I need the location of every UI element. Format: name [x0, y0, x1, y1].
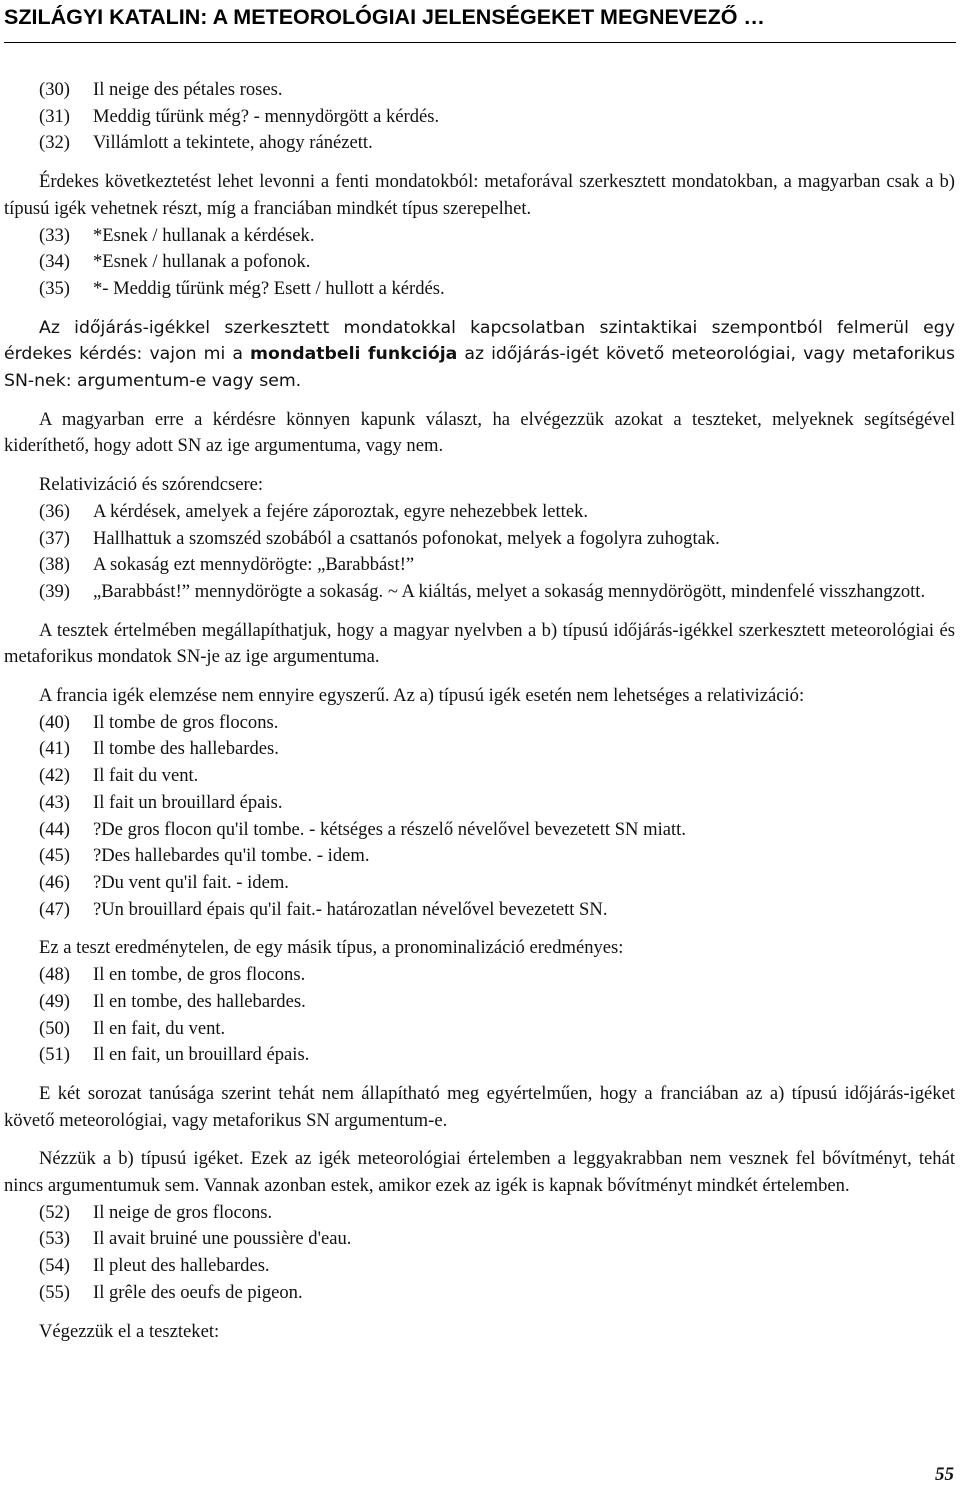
- example-text: Villámlott a tekintete, ahogy ránézett.: [93, 132, 373, 154]
- example-sentence: [4, 763, 955, 790]
- example-number: (49): [39, 990, 70, 1012]
- example-sentence: [4, 249, 955, 276]
- paragraph: A francia igék elemzése nem ennyire egyszerű. Az a) típusú igék esetén nem lehetséges a relativizáció:: [39, 685, 805, 707]
- example-text: ?Un brouillard épais qu'il fait.- határozatlan névelővel bevezetett SN.: [93, 898, 608, 920]
- example-text: Meddig tűrünk még? - mennydörgött a kérdés.: [93, 105, 440, 127]
- example-text: Il en tombe, des hallebardes.: [93, 990, 306, 1012]
- example-sentence: [4, 276, 955, 303]
- example-number: (32): [39, 132, 70, 154]
- example-number: (42): [39, 765, 70, 787]
- example-number: (34): [39, 251, 70, 273]
- example-text: Il en tombe, de gros flocons.: [93, 964, 306, 986]
- example-number: (50): [39, 1017, 70, 1039]
- header-rule: [4, 42, 956, 43]
- example-text: Il neige de gros flocons.: [93, 1201, 273, 1223]
- example-sentence: [4, 897, 955, 924]
- example-text: Il fait du vent.: [93, 765, 199, 787]
- paragraph: Érdekes következtetést lehet levonni a fenti mondatokból: metaforával szerkesztett mondatokban, a magyarban csak a b) típusú igék vehetnek részt, míg a franciában mindkét típus szerepelhet.: [4, 171, 955, 219]
- paragraph: Végezzük el a teszteket:: [39, 1320, 220, 1342]
- example-number: (35): [39, 277, 70, 299]
- paragraph-text: Az időjárás-igékkel szerkesztett mondatokkal kapcsolatban szintaktikai szempontból felmerül egy érdekes kérdés: vajon mi a: [4, 317, 955, 365]
- page-number: 55: [935, 1464, 954, 1485]
- example-sentence: [4, 843, 955, 870]
- example-sentence: [4, 77, 955, 104]
- example-text: Il fait un brouillard épais.: [93, 791, 283, 813]
- paragraph: Ez a teszt eredménytelen, de egy másik típus, a pronominalizáció eredményes:: [39, 937, 624, 959]
- example-number: (51): [39, 1044, 70, 1066]
- example-sentence: [4, 962, 955, 989]
- example-text: A kérdések, amelyek a fejére záporoztak, egyre nehezebbek lettek.: [93, 500, 589, 522]
- example-text: Il grêle des oeufs de pigeon.: [93, 1281, 303, 1303]
- example-number: (48): [39, 964, 70, 986]
- example-sentence: [4, 1226, 955, 1253]
- example-sentence: [4, 817, 955, 844]
- example-number: (37): [39, 527, 70, 549]
- example-number: (43): [39, 791, 70, 813]
- example-text: ?De gros flocon qu'il tombe. - kétséges a részelő névelővel bevezetett SN miatt.: [93, 818, 686, 840]
- example-text: Il neige des pétales roses.: [93, 79, 283, 100]
- paragraph: A tesztek értelmében megállapíthatjuk, hogy a magyar nyelvben a b) típusú időjárás-igékkel szerkesztett meteorológiai és metaforikus mondatok SN-je az ige argumentuma.: [4, 619, 955, 668]
- example-text: Il tombe de gros flocons.: [93, 711, 279, 733]
- example-text: Il en fait, du vent.: [93, 1017, 226, 1039]
- example-text: Il pleut des hallebardes.: [93, 1255, 270, 1277]
- example-sentence: [4, 870, 955, 897]
- example-number: (52): [39, 1201, 70, 1223]
- example-sentence: [4, 552, 955, 579]
- example-number: (47): [39, 898, 70, 920]
- example-sentence: [4, 736, 955, 763]
- example-number: (40): [39, 711, 70, 733]
- emphasis-term: mondatbeli funkciója: [250, 344, 458, 365]
- example-sentence: [4, 1016, 955, 1043]
- paragraph: Relativizáció és szórendcsere:: [39, 474, 264, 496]
- paragraph: A magyarban erre a kérdésre könnyen kapunk választ, ha elvégezzük azokat a teszteket, melyeknek segítségével kideríthető, hogy adott SN az ige argumentuma, vagy nem.: [4, 408, 955, 457]
- example-sentence: [4, 1280, 955, 1307]
- example-number: (44): [39, 818, 70, 840]
- paragraph-text: az időjárás-igét követő meteorológiai, vagy metaforikus SN-nek: argumentum-e vagy sem.: [4, 344, 955, 392]
- example-number: (55): [39, 1281, 70, 1303]
- example-text: ?Des hallebardes qu'il tombe. - idem.: [93, 845, 370, 867]
- example-text: Hallhattuk a szomszéd szobából a csattanós pofonokat, melyek a fogolyra zuhogtak.: [93, 527, 720, 549]
- example-sentence: [4, 1200, 955, 1227]
- page-body: [4, 77, 955, 1345]
- example-text: „Barabbást!” mennydörögte a sokaság. ~ A kiáltás, melyet a sokaság mennydörögött, mindenfelé visszhangzott.: [93, 580, 926, 602]
- paragraph: E két sorozat tanúsága szerint tehát nem állapítható meg egyértelműen, hogy a franciában az a) típusú időjárás-igéket követő meteorológiai, vagy metaforikus SN argumentum-e.: [4, 1082, 955, 1131]
- example-number: (54): [39, 1255, 70, 1277]
- example-number: (46): [39, 871, 70, 893]
- example-sentence: [4, 130, 955, 157]
- example-text: Il avait bruiné une poussière d'eau.: [93, 1228, 352, 1250]
- example-text: *- Meddig tűrünk még? Esett / hullott a kérdés.: [93, 277, 445, 299]
- example-text: *Esnek / hullanak a pofonok.: [93, 251, 311, 273]
- example-number: (36): [39, 500, 70, 522]
- example-text: A sokaság ezt mennydörögte: „Barabbást!”: [93, 554, 415, 576]
- example-text: ?Du vent qu'il fait. - idem.: [93, 871, 289, 893]
- example-number: (41): [39, 738, 70, 760]
- paragraph: Nézzük a b) típusú igéket. Ezek az igék meteorológiai értelemben a leggyakrabban nem vesznek fel bővítményt, tehát nincs argumentumuk sem. Vannak azonban estek, amikor ezek az igék is kapnak bővítményt mindkét értelemben.: [4, 1148, 955, 1197]
- example-sentence: [4, 223, 955, 250]
- example-text: Il en fait, un brouillard épais.: [93, 1044, 310, 1066]
- example-number: (30): [39, 79, 70, 100]
- example-sentence: [4, 790, 955, 817]
- running-header: SZILÁGYI KATALIN: A METEOROLÓGIAI JELENSÉGEKET MEGNEVEZŐ …: [4, 5, 765, 29]
- example-number: (31): [39, 105, 70, 127]
- example-text: *Esnek / hullanak a kérdések.: [93, 224, 315, 246]
- example-sentence: [4, 1042, 955, 1069]
- example-sentence: [4, 526, 955, 553]
- example-sentence: [4, 579, 955, 606]
- example-sentence: [4, 989, 955, 1016]
- example-sentence: [4, 710, 955, 737]
- example-number: (39): [39, 580, 70, 602]
- example-text: Il tombe des hallebardes.: [93, 738, 279, 760]
- example-sentence: [4, 499, 955, 526]
- example-number: (33): [39, 224, 70, 246]
- example-sentence: [4, 104, 955, 131]
- example-number: (45): [39, 845, 70, 867]
- paragraph: [4, 315, 955, 395]
- example-sentence: [4, 1253, 955, 1280]
- example-number: (38): [39, 554, 70, 576]
- example-number: (53): [39, 1228, 70, 1250]
